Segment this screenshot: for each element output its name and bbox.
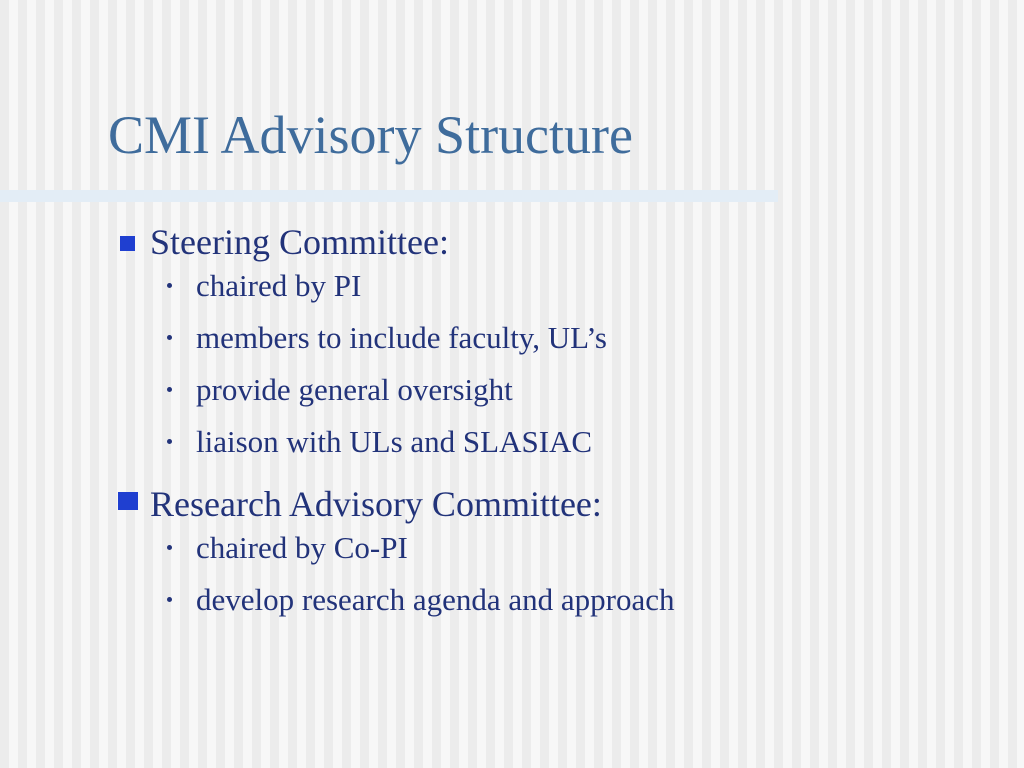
sub-bullet-item [116, 318, 996, 370]
dot-bullet-icon [167, 439, 172, 444]
sub-bullet-item [116, 580, 996, 632]
dot-bullet-icon [167, 335, 172, 340]
dot-bullet-icon [167, 387, 172, 392]
slide-title: CMI Advisory Structure [108, 105, 633, 165]
title-divider [0, 190, 778, 202]
sub-bullet-label: liaison with ULs and SLASIAC [196, 424, 593, 459]
bullet-heading-steering-committee [116, 220, 996, 266]
bullet-heading-research-advisory-committee [116, 482, 996, 528]
sub-bullet-label: chaired by PI [196, 268, 362, 303]
sub-bullet-label: members to include faculty, UL’s [196, 320, 607, 355]
sub-bullet-label: chaired by Co-PI [196, 530, 408, 565]
sub-bullet-label: develop research agenda and approach [196, 582, 675, 617]
bullet-heading-label: Research Advisory Committee: [150, 484, 602, 524]
bullet-list [116, 220, 996, 632]
square-bullet-icon [120, 236, 135, 251]
sub-bullet-item [116, 266, 996, 318]
bullet-heading-label: Steering Committee: [150, 222, 449, 262]
dot-bullet-icon [167, 283, 172, 288]
square-bullet-icon [118, 492, 138, 510]
dot-bullet-icon [167, 545, 172, 550]
sub-bullet-item [116, 422, 996, 474]
dot-bullet-icon [167, 597, 172, 602]
sub-bullet-label: provide general oversight [196, 372, 513, 407]
sub-bullet-item [116, 528, 996, 580]
sub-bullet-item [116, 370, 996, 422]
